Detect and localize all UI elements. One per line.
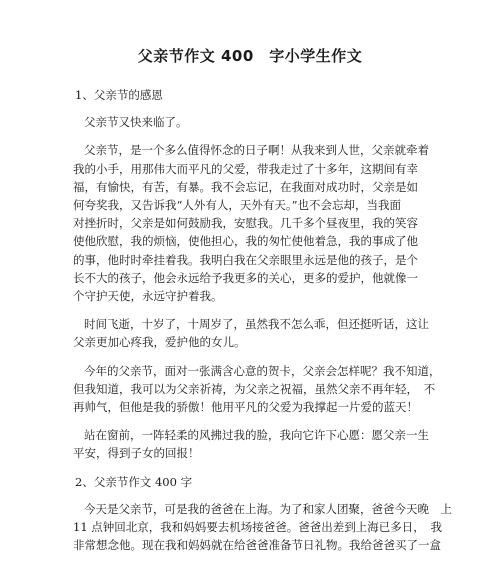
paragraph-line: 何夸奖我，又告诉我“人外有人，天外有天。”也不会忘却，当我面 (73, 198, 402, 213)
paragraph (73, 362, 441, 417)
paragraph (73, 426, 435, 462)
document-title: 父亲节作文 400 字小学生作文 (137, 47, 363, 65)
paragraph-line: 今年的父亲节，面对一张满含心意的贺卡，父亲会怎样呢？我不知道， (84, 363, 441, 378)
paragraph-line: 11 点钟回北京，我和妈妈要去机场接爸爸。爸爸出差到上海已多日， 我 (73, 520, 443, 535)
paragraph (73, 113, 435, 131)
paragraph-line: 长不大的孩子，他会永远给予我更多的关心，更多的爱护，他就像一 (73, 270, 418, 285)
paragraph-line: 今天是父亲节，可是我的爸爸在上海。为了和家人团聚，爸爸今天晚 上 (84, 501, 452, 516)
paragraph-line: 的事，他时时牵挂着我。我明白我在父亲眼里永远是他的孩子，是个 (73, 252, 418, 267)
paragraph (73, 500, 452, 555)
paragraph-line: 我的小手，用那伟大而平凡的父爱，带我走过了十多年，这期间有幸 (73, 161, 418, 176)
paragraph-line: 但我知道，我可以为父亲祈祷，为父亲之祝福，虽然父亲不再年轻， 不 (73, 381, 436, 396)
paragraph-line: 个守护天使，永远守护着我。 (73, 289, 223, 304)
paragraph-line: 非常想念他。现在我和妈妈就在给爸爸准备节日礼物。我给爸爸买了一盒 (73, 538, 441, 553)
paragraph-line: 使他欣慰，我的烦恼，使他担心，我的匆忙使他着急，我的事成了他 (73, 234, 418, 249)
paragraph (73, 315, 435, 351)
paragraph-line: 福，有愉快，有苦，有暴。我不会忘记，在我面对成功时，父亲是如 (73, 179, 418, 194)
paragraph-line: 再帅气，但他是我的骄傲！他用平凡的父爱为我撑起一片爱的蓝天！ (73, 400, 418, 415)
paragraph-line: 时间飞逝，十岁了，十周岁了，虽然我不怎么乖，但还挺听话，这让 (84, 317, 429, 332)
paragraph-line: 父亲节，是一个多么值得怀念的日子啊！从我来到人世，父亲就牵着 (84, 143, 429, 158)
document-body (73, 86, 452, 564)
section-heading-2: 2、父亲节作文 400 字 (75, 474, 193, 489)
paragraph-line: 站在窗前，一阵轻柔的风拂过我的脸，我向它许下心愿：愿父亲一生 (84, 428, 429, 443)
paragraph (73, 141, 435, 305)
paragraph-line: 父亲节又快来临了。 (84, 115, 188, 130)
paragraph-line: 平安，得到子女的回报！ (73, 446, 200, 461)
paragraph-line: 父亲更加心疼我，爱护他的女儿。 (73, 335, 246, 350)
section-heading-1: 1、父亲节的感恩 (75, 88, 163, 102)
paragraph-line: 对挫折时，父亲是如何鼓励我，安慰我。几千多个昼夜里，我的笑容 (73, 216, 418, 231)
